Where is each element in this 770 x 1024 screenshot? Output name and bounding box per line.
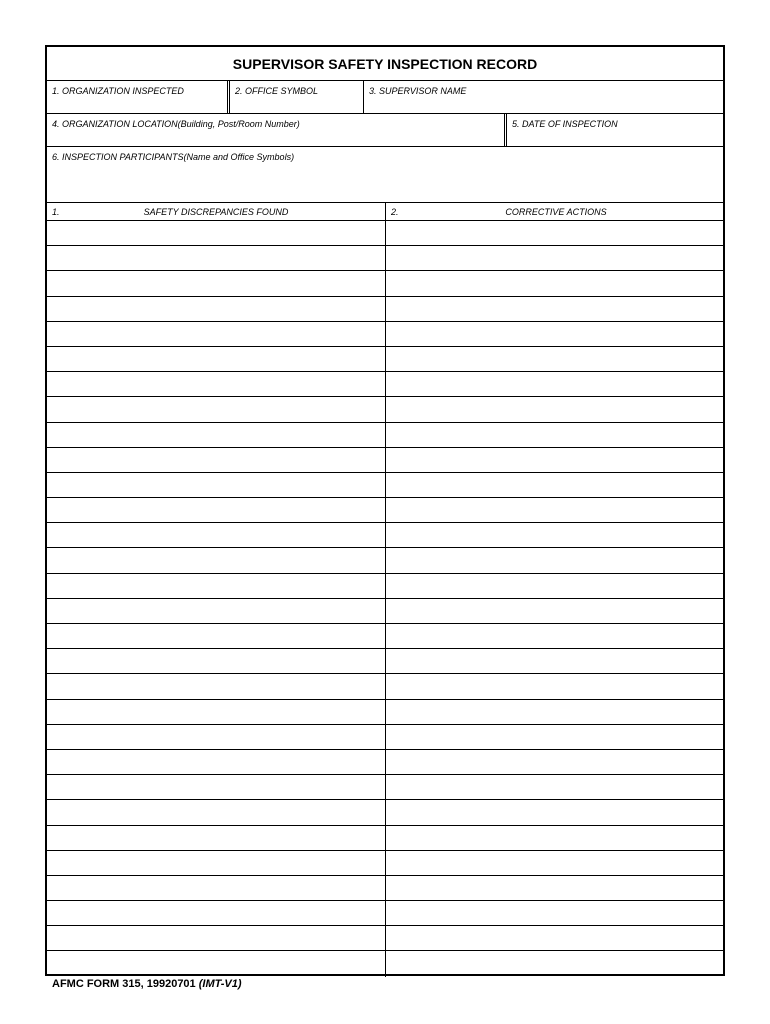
col1-label: SAFETY DISCREPANCIES FOUND [143,207,289,217]
corrective-action-cell[interactable] [385,574,726,598]
discrepancy-cell[interactable] [47,397,385,421]
header-row-2 [47,114,723,147]
date-of-inspection-field[interactable] [504,114,725,146]
discrepancy-cell[interactable] [47,423,385,447]
corrective-action-cell[interactable] [385,951,726,976]
office-symbol-label: 2. OFFICE SYMBOL [235,86,319,96]
discrepancy-cell[interactable] [47,599,385,623]
table-row [47,448,723,473]
table-row [47,876,723,901]
safety-discrepancies-header [47,203,385,220]
organization-location-label: 4. ORGANIZATION LOCATION(Building, Post/Room Number) [52,119,300,129]
discrepancy-cell[interactable] [47,574,385,598]
table-row [47,498,723,523]
corrective-action-cell[interactable] [385,397,726,421]
corrective-action-cell[interactable] [385,649,726,673]
col2-label: CORRECTIVE ACTIONS [505,207,607,217]
corrective-action-cell[interactable] [385,775,726,799]
col2-number: 2. [391,207,399,217]
corrective-actions-header [385,203,725,220]
table-row [47,523,723,548]
discrepancy-cell[interactable] [47,271,385,295]
table-header [47,203,723,221]
discrepancy-cell[interactable] [47,372,385,396]
header-row-1 [47,81,723,114]
corrective-action-cell[interactable] [385,901,726,925]
table-row [47,574,723,599]
corrective-action-cell[interactable] [385,322,726,346]
corrective-action-cell[interactable] [385,548,726,572]
discrepancy-cell[interactable] [47,448,385,472]
corrective-action-cell[interactable] [385,624,726,648]
form-footer [52,978,242,990]
inspection-participants-label: 6. INSPECTION PARTICIPANTS(Name and Office Symbols) [52,152,295,162]
table-row [47,901,723,926]
table-row [47,926,723,951]
corrective-action-cell[interactable] [385,423,726,447]
discrepancy-cell[interactable] [47,750,385,774]
table-row [47,599,723,624]
discrepancy-cell[interactable] [47,826,385,850]
col1-number: 1. [52,207,60,217]
discrepancy-cell[interactable] [47,649,385,673]
table-row [47,674,723,699]
table-row [47,372,723,397]
table-row [47,775,723,800]
corrective-action-cell[interactable] [385,347,726,371]
table-row [47,246,723,271]
inspection-participants-field[interactable] [47,147,723,203]
discrepancy-cell[interactable] [47,347,385,371]
table-row [47,221,723,246]
table-row [47,700,723,725]
table-row [47,322,723,347]
discrepancy-cell[interactable] [47,951,385,976]
discrepancy-cell[interactable] [47,221,385,245]
corrective-action-cell[interactable] [385,498,726,522]
discrepancy-cell[interactable] [47,523,385,547]
discrepancy-cell[interactable] [47,246,385,270]
table-row [47,851,723,876]
corrective-action-cell[interactable] [385,674,726,698]
organization-location-field[interactable] [47,114,504,146]
table-row [47,423,723,448]
discrepancy-cell[interactable] [47,800,385,824]
corrective-action-cell[interactable] [385,448,726,472]
organization-inspected-label: 1. ORGANIZATION INSPECTED [52,86,184,96]
table-row [47,397,723,422]
table-row [47,951,723,976]
corrective-action-cell[interactable] [385,297,726,321]
form-version: (IMT-V1) [198,978,242,990]
corrective-action-cell[interactable] [385,271,726,295]
corrective-action-cell[interactable] [385,246,726,270]
corrective-action-cell[interactable] [385,473,726,497]
table-row [47,649,723,674]
discrepancy-cell[interactable] [47,700,385,724]
corrective-action-cell[interactable] [385,523,726,547]
discrepancy-cell[interactable] [47,775,385,799]
discrepancy-cell[interactable] [47,624,385,648]
inspection-form [45,45,725,976]
discrepancy-cell[interactable] [47,725,385,749]
discrepancy-table [47,221,723,977]
discrepancy-cell[interactable] [47,876,385,900]
table-row [47,826,723,851]
discrepancy-cell[interactable] [47,851,385,875]
discrepancy-cell[interactable] [47,473,385,497]
form-title: SUPERVISOR SAFETY INSPECTION RECORD [47,47,723,81]
discrepancy-cell[interactable] [47,498,385,522]
discrepancy-cell[interactable] [47,901,385,925]
table-row [47,800,723,825]
table-row [47,750,723,775]
corrective-action-cell[interactable] [385,876,726,900]
date-of-inspection-label: 5. DATE OF INSPECTION [512,119,618,129]
corrective-action-cell[interactable] [385,725,726,749]
form-id: AFMC FORM 315, 19920701 [52,978,196,990]
corrective-action-cell[interactable] [385,221,726,245]
corrective-action-cell[interactable] [385,599,726,623]
discrepancy-cell[interactable] [47,926,385,950]
discrepancy-cell[interactable] [47,674,385,698]
corrective-action-cell[interactable] [385,800,726,824]
table-row [47,347,723,372]
table-row [47,271,723,296]
corrective-action-cell[interactable] [385,926,726,950]
corrective-action-cell[interactable] [385,750,726,774]
corrective-action-cell[interactable] [385,700,726,724]
discrepancy-cell[interactable] [47,297,385,321]
table-row [47,624,723,649]
office-symbol-field[interactable] [227,81,363,113]
table-row [47,473,723,498]
supervisor-name-label: 3. SUPERVISOR NAME [369,86,467,96]
corrective-action-cell[interactable] [385,372,726,396]
discrepancy-cell[interactable] [47,322,385,346]
discrepancy-cell[interactable] [47,548,385,572]
corrective-action-cell[interactable] [385,851,726,875]
supervisor-name-field[interactable] [363,81,725,113]
table-row [47,548,723,573]
table-row [47,297,723,322]
table-row [47,725,723,750]
organization-inspected-field[interactable] [47,81,227,113]
corrective-action-cell[interactable] [385,826,726,850]
